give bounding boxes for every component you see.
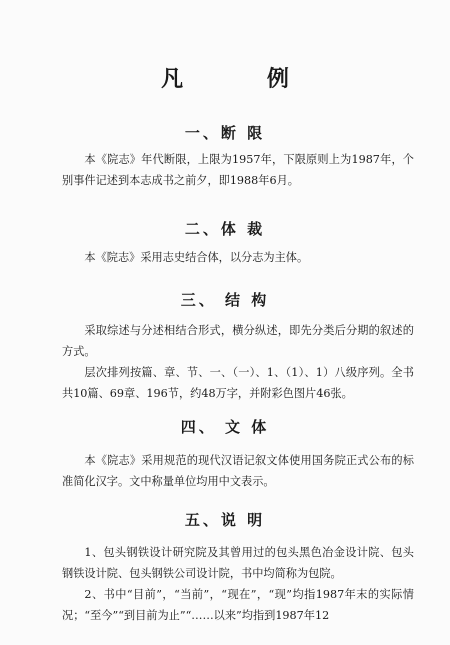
section-heading-wenti: 四、 文 体 bbox=[180, 418, 270, 436]
section-heading-shuoming: 五、说 明 bbox=[184, 511, 266, 529]
section-heading-ticai: 二、体 裁 bbox=[184, 220, 266, 238]
section-paragraph: 本《院志》采用志史结合体，以分志为主体。 bbox=[84, 251, 309, 264]
section-paragraph: 层次排列按篇、章、节、一、（一）、1、（1）、1）八级序列。全书共10篇、69章、196节，约48万字，并附彩色图片46张。 bbox=[62, 366, 414, 400]
section-paragraph: 本《院志》采用规范的现代汉语记叙文体使用国务院正式公布的标准简化汉字。文中称量单位均用中文表示。 bbox=[62, 454, 414, 488]
section-paragraph: 1、包头钢铁设计研究院及其曾用过的包头黑色冶金设计院、包头钢铁设计院、包头钢铁公司设计院，书中均简称为包院。 bbox=[62, 546, 414, 580]
section-heading-duanxian: 一、断 限 bbox=[184, 124, 266, 142]
section-heading-jiegou: 三、 结 构 bbox=[180, 291, 270, 309]
section-paragraph: 采取综述与分述相结合形式，横分纵述，即先分类后分期的叙述的方式。 bbox=[62, 324, 414, 358]
page-title: 凡 例 bbox=[161, 66, 327, 92]
section-paragraph: 本《院志》年代断限，上限为1957年，下限原则上为1987年，个别事件记述到本志成书之前夕，即1988年6月。 bbox=[62, 153, 414, 187]
section-paragraph: 2、书中“目前”，“当前”，“现在”，“现”均指1987年末的实际情况；“至今”“到目前为止”“……以来”均指到1987年12 bbox=[62, 588, 414, 622]
